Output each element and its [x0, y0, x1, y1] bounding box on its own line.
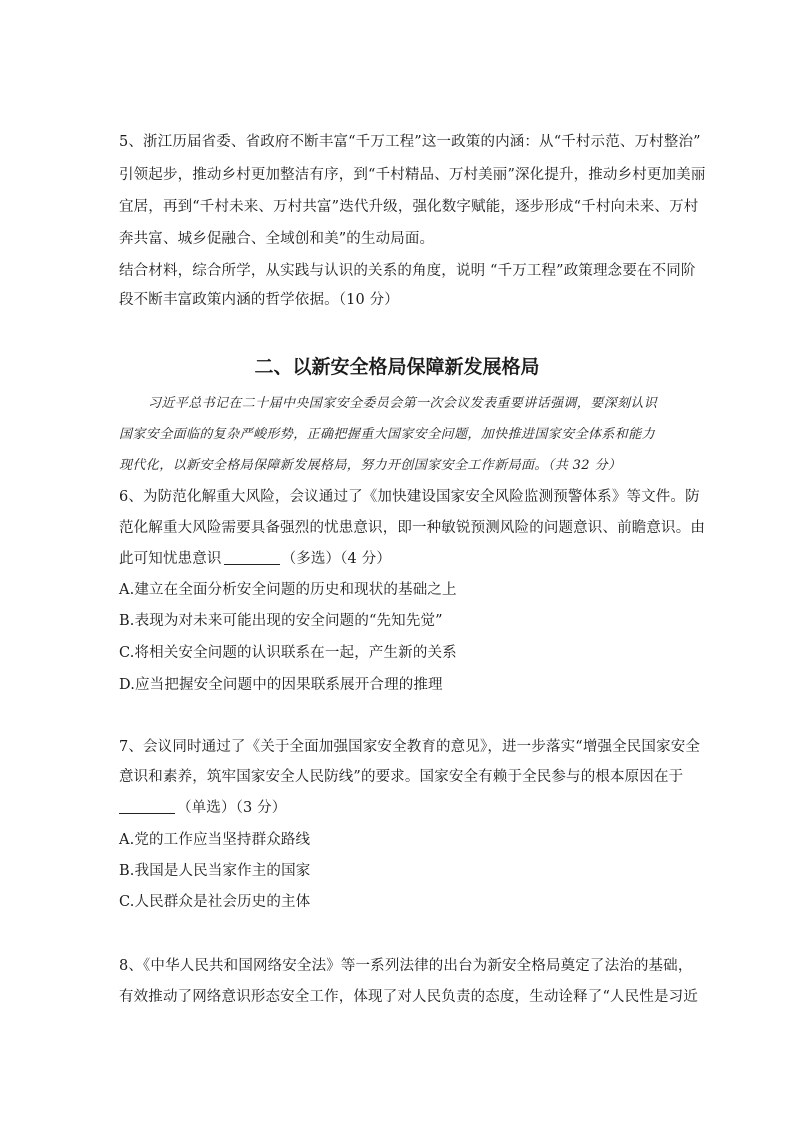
q7-answer-blank[interactable]	[119, 799, 175, 814]
q6-line-2: 范化解重大风险需要具备强烈的忧患意识，即一种敏锐预测风险的问题意识、前瞻意识。由	[119, 520, 705, 536]
q7-option-a: A.党的工作应当坚持群众路线	[119, 832, 311, 848]
q6-answer-blank[interactable]	[224, 550, 280, 565]
q7-line-2: 意识和素养，筑牢国家安全人民防线”的要求。国家安全有赖于全民参与的根本原因在于	[119, 769, 684, 785]
q7-line-3	[119, 798, 286, 818]
section-2-intro-line-2: 国家安全面临的复杂严峻形势，正确把握重大国家安全问题，加快推进国家安全体系和能力	[119, 427, 656, 442]
q6-stem-tail: 此可知忧患意识	[119, 551, 222, 567]
q6-suffix: （多选）（4 分）	[281, 551, 391, 567]
section-2-intro-line-1: 习近平总书记在二十届中央国家安全委员会第一次会议发表重要讲话强调，要深刻认识	[148, 396, 658, 411]
q6-option-d: D.应当把握安全问题中的因果联系展开合理的推理	[119, 677, 443, 693]
q6-option-c: C.将相关安全问题的认识联系在一起，产生新的关系	[119, 645, 457, 661]
q5-line-5: 结合材料，综合所学，从实践与认识的关系的角度，说明 “千万工程”政策理念要在不同阶	[119, 263, 696, 279]
q7-option-b: B.我国是人民当家作主的国家	[119, 863, 311, 879]
q7-option-c: C.人民群众是社会历史的主体	[119, 894, 311, 910]
q6-option-b: B.表现为对未来可能出现的安全问题的“先知先觉”	[119, 613, 443, 629]
q8-line-2: 有效推动了网络意识形态安全工作，体现了对人民负责的态度，生动诠释了“人民性是习近	[119, 989, 698, 1005]
q5-line-3: 宜居，再到“千村未来、万村共富”迭代升级，强化数字赋能，逐步形成“千村向未来、万村	[119, 199, 699, 215]
q7-suffix: （单选）（3 分）	[177, 800, 287, 816]
q5-line-4: 奔共富、城乡促融合、全域创和美”的生动局面。	[119, 231, 435, 247]
q8-line-1: 8、《中华人民共和国网络安全法》等一系列法律的出台为新安全格局奠定了法治的基础，	[119, 958, 693, 974]
q5-line-1: 5、浙江历届省委、省政府不断丰富“千万工程”这一政策的内涵：从“千村示范、万村整治”	[119, 134, 701, 150]
section-2-intro-line-3: 现代化，以新安全格局保障新发展格局，努力开创国家安全工作新局面。（共 32 分）	[119, 458, 622, 473]
q7-line-1: 7、会议同时通过了《关于全面加强国家安全教育的意见》，进一步落实“增强全民国家安全	[119, 739, 701, 755]
section-2-title: 二、以新安全格局保障新发展格局	[254, 356, 540, 378]
q6-option-a: A.建立在全面分析安全问题的历史和现状的基础之上	[119, 582, 457, 598]
q6-line-1: 6、为防范化解重大风险，会议通过了《加快建设国家安全风险监测预警体系》等文件。防	[119, 489, 700, 505]
q6-line-3	[119, 549, 391, 569]
q5-line-6: 段不断丰富政策内涵的哲学依据。（10 分）	[119, 292, 399, 308]
q5-line-2: 引领起步，推动乡村更加整洁有序，到“千村精品、万村美丽”深化提升，推动乡村更加美丽	[119, 167, 706, 183]
